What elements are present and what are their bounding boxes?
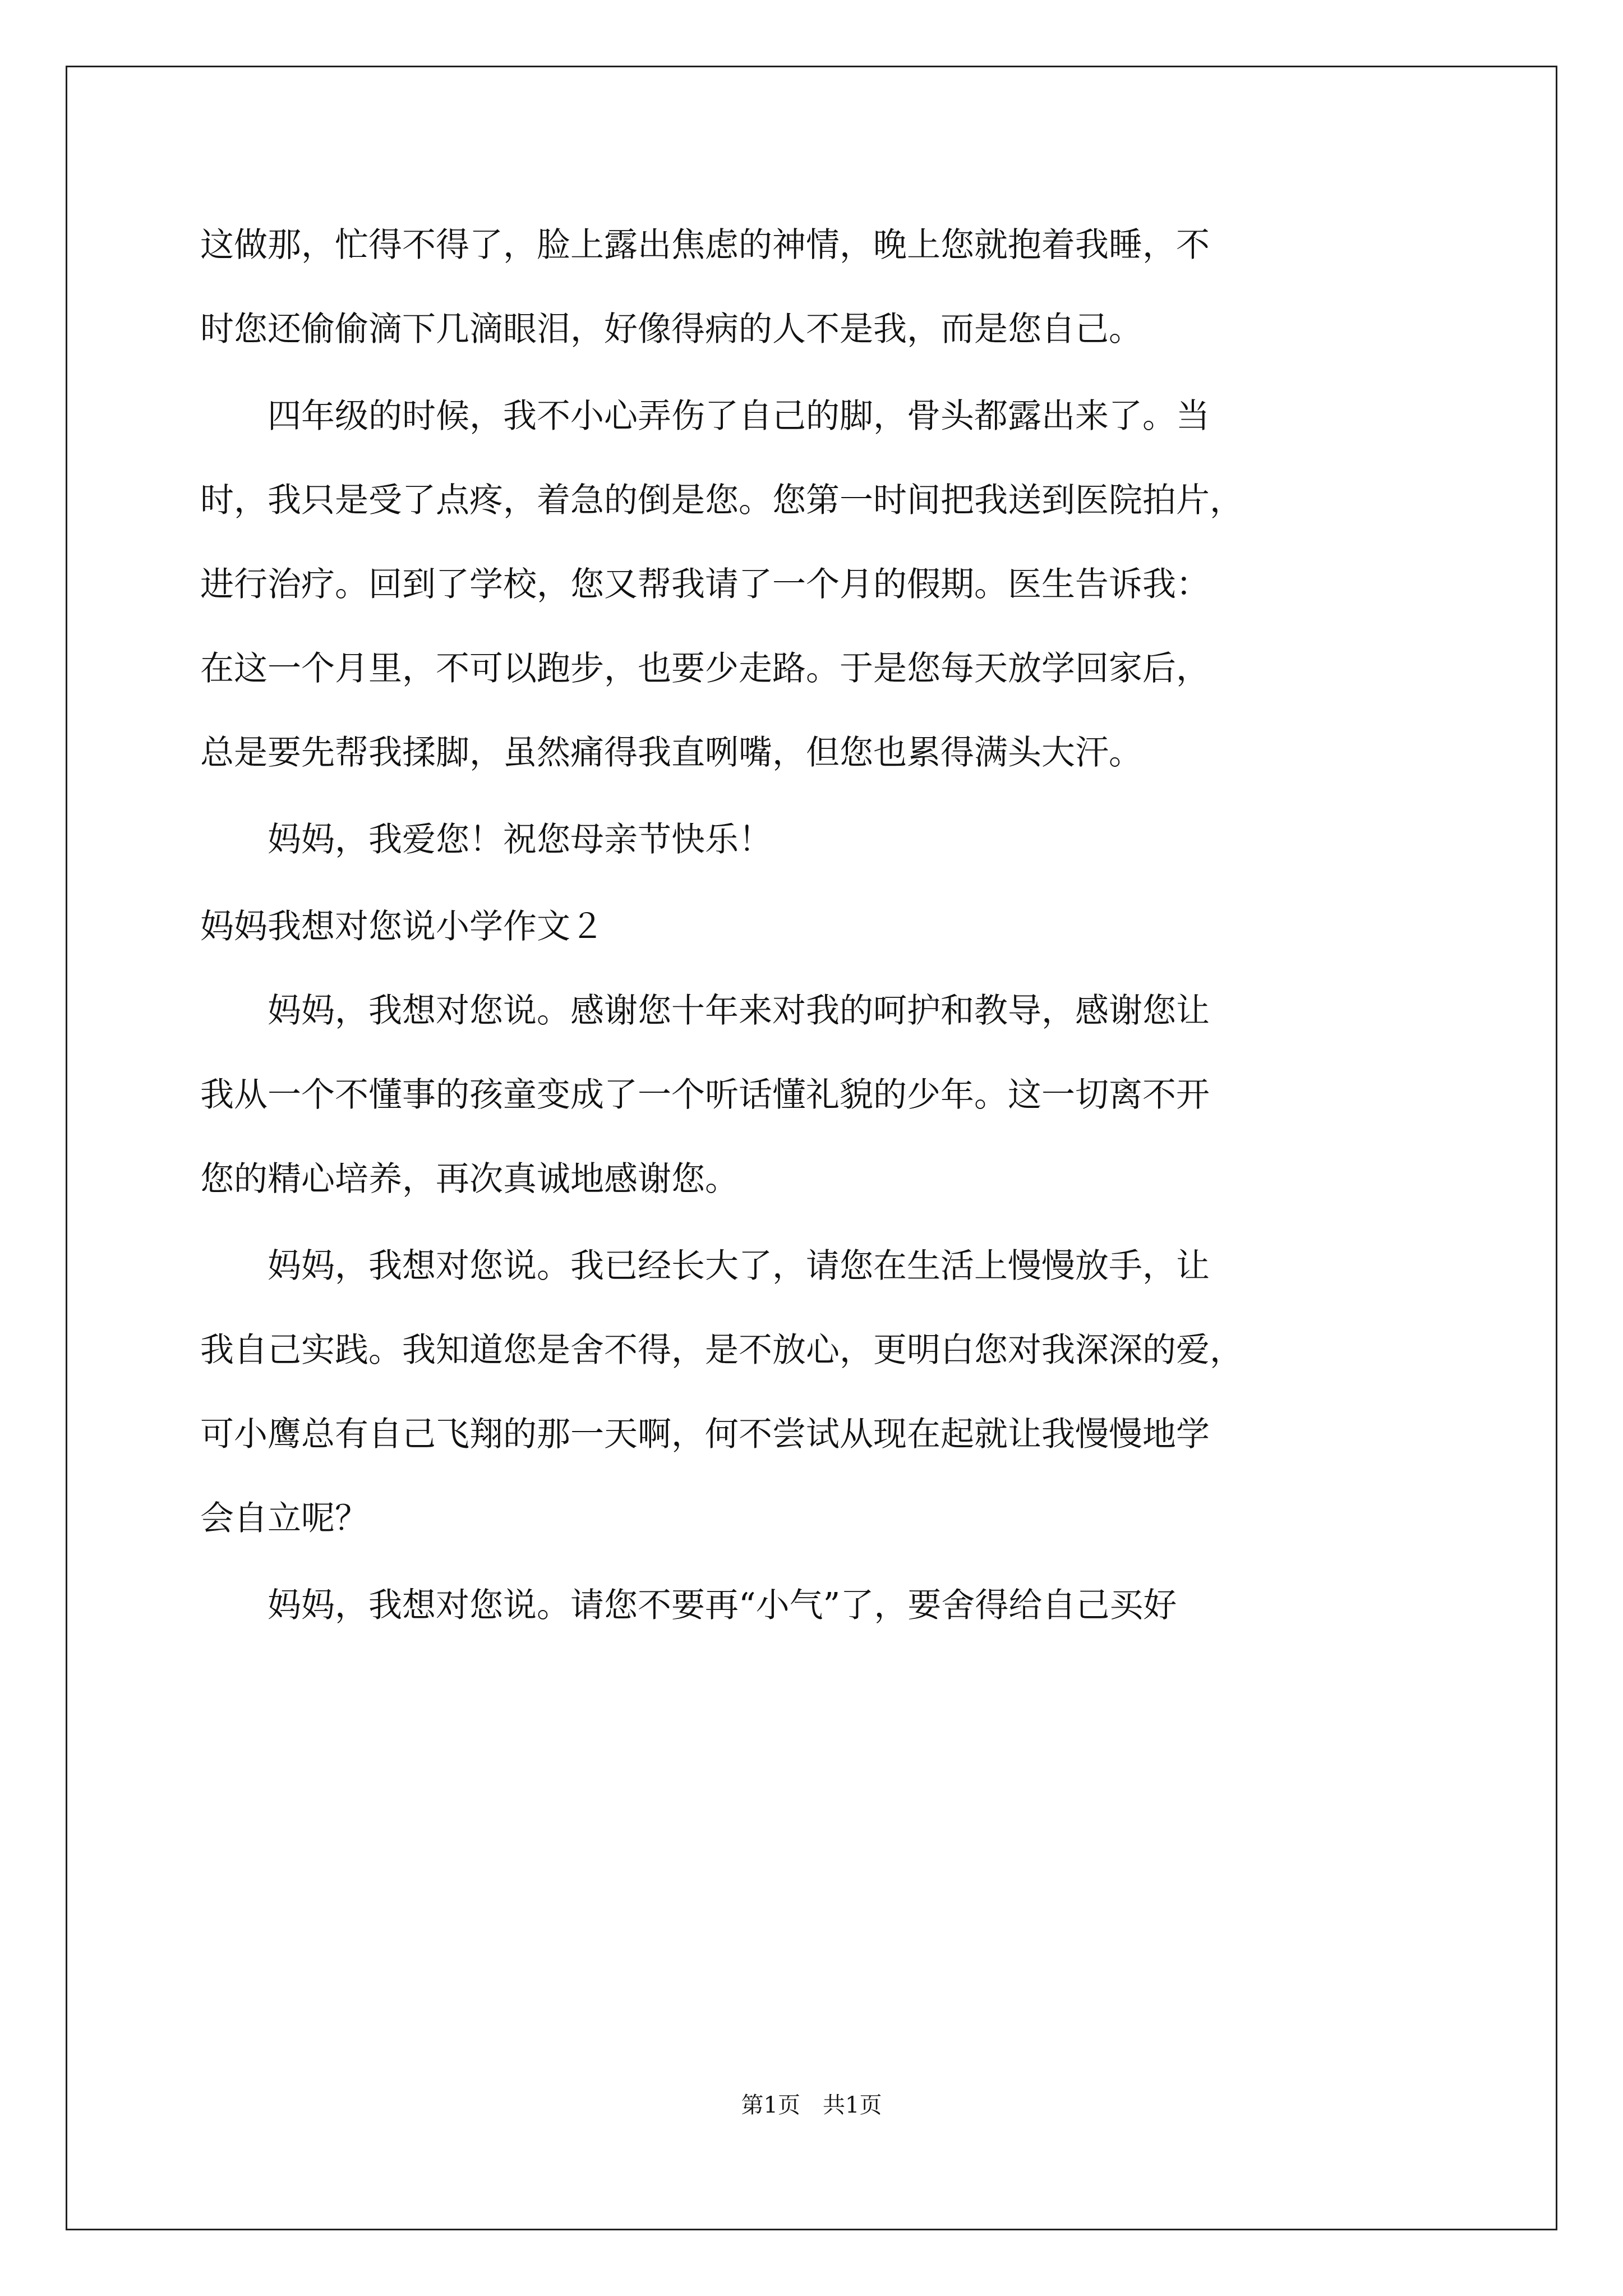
text-line: 时您还偷偷滴下几滴眼泪，好像得病的人不是我，而是您自己。 [200,310,1142,349]
text-line: 在这一个月里，不可以跑步，也要少走路。于是您每天放学回家后， [200,649,1210,688]
text-line: 时，我只是受了点疼，着急的倒是您。您第一时间把我送到医院拍片， [200,481,1243,520]
text-line: 妈妈，我想对您说。请您不要再“小气”了，要舍得给自己买好 [200,1586,1177,1625]
document-body [200,224,1423,1627]
text-line: 我从一个不懂事的孩童变成了一个听话懂礼貌的少年。这一切离不开 [200,1075,1210,1115]
page-number-footer: 第1页 共1页 [741,2092,882,2118]
text-line: 妈妈，我想对您说。我已经长大了，请您在生活上慢慢放手，让 [200,1246,1210,1286]
text-line: 总是要先帮我揉脚，虽然痛得我直咧嘴，但您也累得满头大汗。 [200,733,1142,772]
section-heading: 妈妈我想对您说小学作文２ [200,907,604,946]
text-line: 可小鹰总有自己飞翔的那一天啊，何不尝试从现在起就让我慢慢地学 [200,1415,1210,1454]
text-line: 会自立呢？ [200,1499,368,1538]
text-line: 进行治疗。回到了学校，您又帮我请了一个月的假期。医生告诉我： [200,565,1210,604]
text-line: 我自己实践。我知道您是舍不得，是不放心，更明白您对我深深的爱， [200,1331,1243,1370]
text-line: 妈妈，我爱您！祝您母亲节快乐！ [200,820,772,859]
text-line: 这做那，忙得不得了，脸上露出焦虑的神情，晚上您就抱着我睡，不 [200,226,1210,265]
text-line: 妈妈，我想对您说。感谢您十年来对我的呵护和教导，感谢您让 [200,991,1210,1030]
text-line: 四年级的时候，我不小心弄伤了自己的脚，骨头都露出来了。当 [200,397,1210,436]
text-line: 您的精心培养，再次真诚地感谢您。 [200,1159,739,1199]
